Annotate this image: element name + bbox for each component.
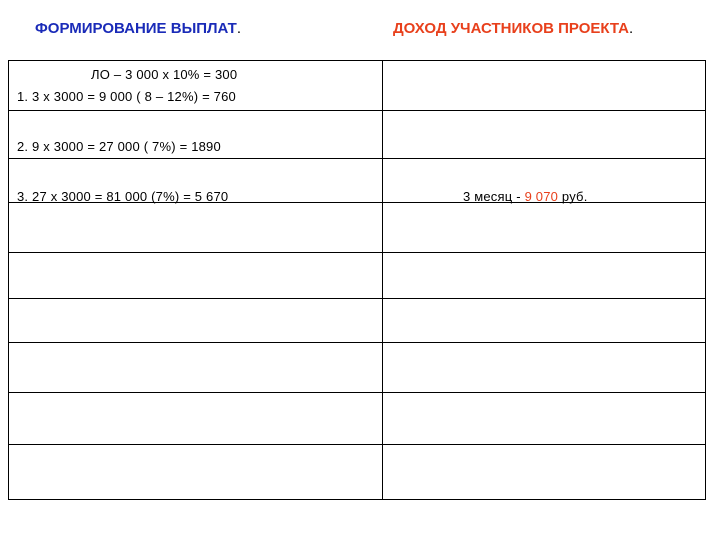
participant-income-title (393, 20, 633, 37)
payout-formation-title-text: ФОРМИРОВАНИЕ ВЫПЛАТ (35, 20, 237, 37)
cell-left-line: 1. 3 х 3000 = 9 000 ( 8 – 12%) = 760 (17, 89, 236, 104)
table-row (9, 393, 705, 445)
month-label: 3 месяц - (463, 189, 525, 204)
table-row (9, 111, 705, 159)
table-row (9, 159, 705, 203)
table-row (9, 299, 705, 343)
column-divider (382, 61, 383, 499)
income-amount: 9 070 (524, 189, 559, 204)
currency-label: руб. (558, 189, 588, 204)
table-row (9, 203, 705, 253)
cell-left-line: 3. 27 х 3000 = 81 000 (7%) = 5 670 (17, 189, 229, 204)
title-period: . (236, 20, 241, 37)
table-row (9, 343, 705, 393)
payout-table (8, 60, 706, 500)
cell-left-line: ЛО – 3 000 х 10% = 300 (91, 67, 238, 82)
participant-income-title-text: ДОХОД УЧАСТНИКОВ ПРОЕКТА (393, 20, 629, 37)
table-row (9, 61, 705, 111)
table-row (9, 253, 705, 299)
payout-formation-title (35, 20, 241, 37)
cell-left-line: 2. 9 х 3000 = 27 000 ( 7%) = 1890 (17, 139, 221, 154)
monthly-income-cell (463, 189, 588, 204)
table-row (9, 445, 705, 501)
title-period: . (628, 20, 634, 37)
